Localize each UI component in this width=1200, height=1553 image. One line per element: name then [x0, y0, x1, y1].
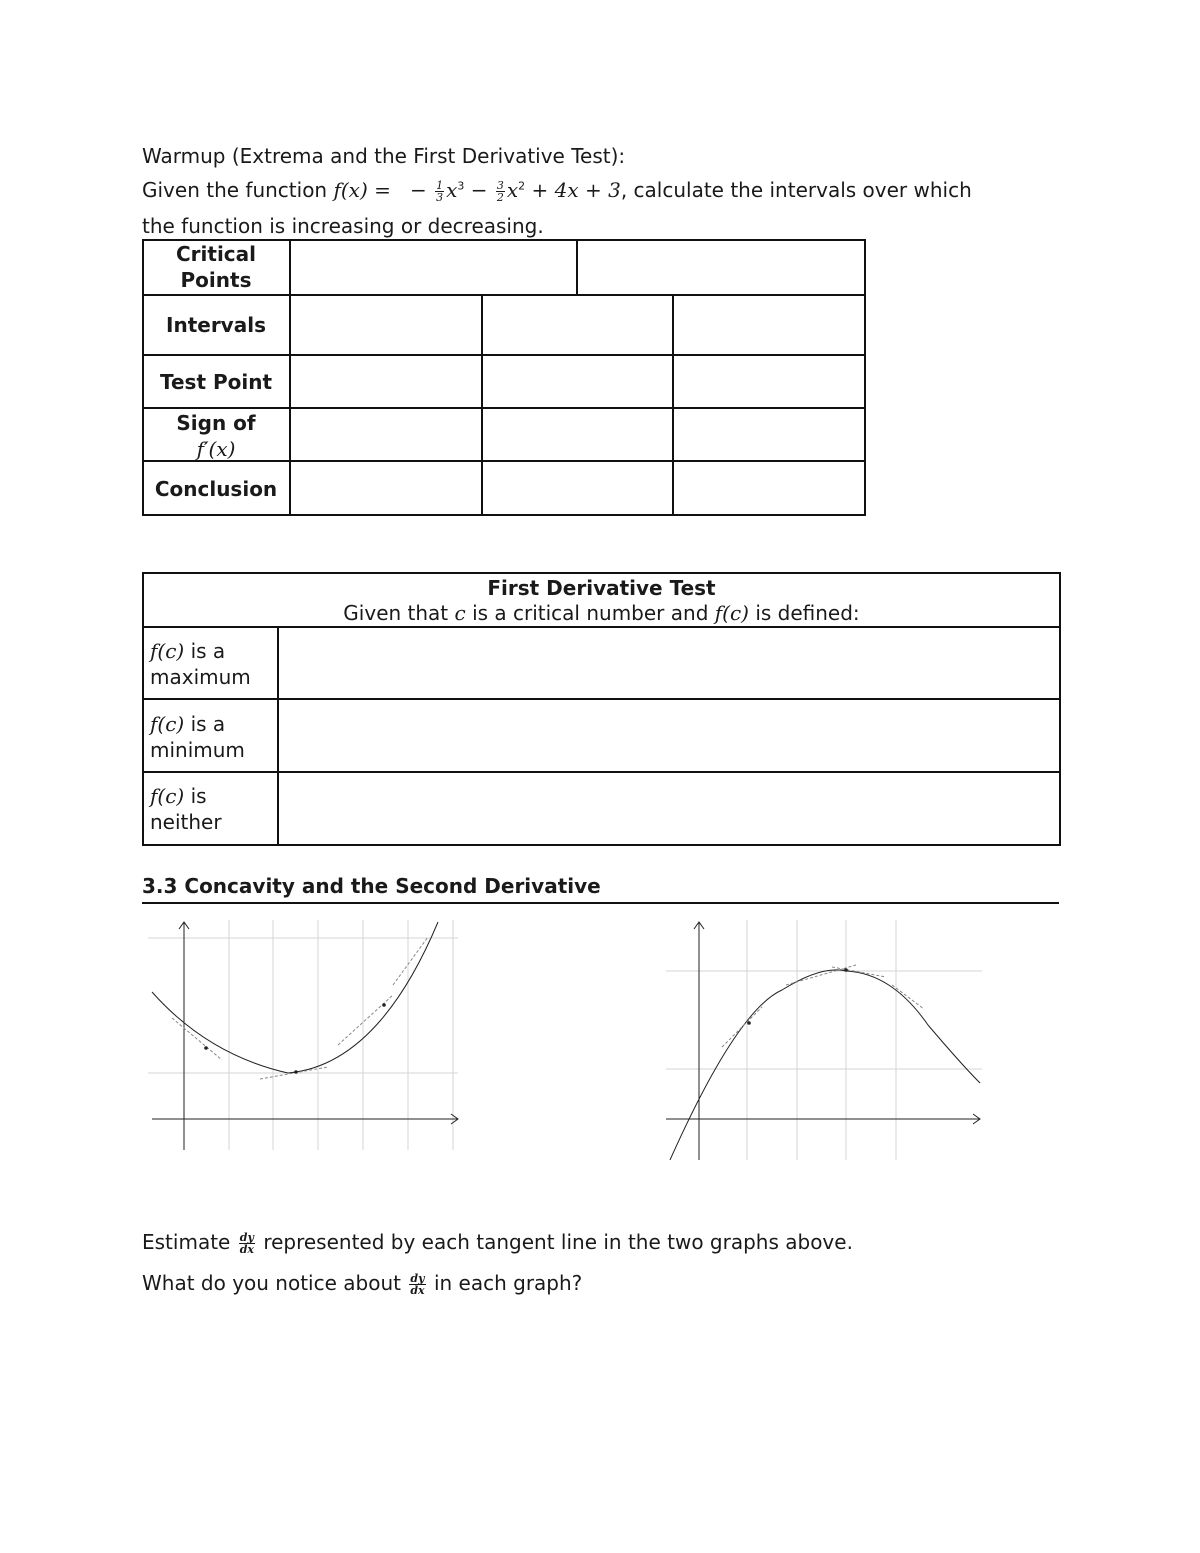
graph-concave-down [662, 915, 987, 1160]
warmup-line-2: the function is increasing or decreasing. [142, 214, 544, 238]
q1-suffix: represented by each tangent line in the two graphs above. [263, 1230, 853, 1254]
graph1-tangent-points [204, 1003, 386, 1074]
graph1-tangent-lines [172, 937, 428, 1079]
term-x-cubed: x [446, 178, 458, 202]
row-label-sign-of-fprime: Sign of f′(x) [176, 411, 256, 461]
fdt-header [142, 576, 1061, 626]
sign-chart-table [142, 239, 866, 516]
q2-suffix: in each graph? [433, 1271, 583, 1295]
function-name: f(x) = [333, 178, 391, 202]
q2-prefix: What do you notice about [142, 1271, 401, 1295]
graph1-curve [152, 922, 438, 1073]
fraction-three-halves: $\frac{3}{2}$ [496, 179, 504, 204]
fdt-subtitle: Given that c is a critical number and f(c) is defined: [343, 601, 860, 625]
row-label-test-point: Test Point [159, 370, 273, 394]
function-rest: + 4x + 3 [531, 178, 621, 202]
row-label-minimum: f(c) is a minimum [150, 712, 245, 762]
warmup-line1-suffix: , calculate the intervals over which [620, 178, 972, 202]
fdt-title: First Derivative Test [487, 576, 716, 600]
graph1-gridlines [148, 920, 458, 1150]
exponent-2: 2 [518, 179, 526, 193]
graph2-axes [666, 922, 980, 1160]
first-derivative-test-table [142, 572, 1061, 846]
section-rule [142, 902, 1059, 904]
question-2 [142, 1271, 582, 1296]
row-label-critical-points: Critical Points [175, 242, 257, 292]
term-x-squared: x [506, 178, 519, 202]
question-1 [142, 1230, 853, 1255]
q1-prefix: Estimate [142, 1230, 231, 1254]
fraction-one-third: $\frac{1}{3}$ [436, 179, 444, 204]
row-label-intervals: Intervals [166, 313, 266, 337]
warmup-title: Warmup (Extrema and the First Derivative Test): [142, 144, 626, 168]
dy-dx-fraction-1: $\frac{dy}{dx}$ [239, 1231, 254, 1256]
warmup-line-1 [142, 178, 972, 203]
graph2-gridlines [666, 920, 982, 1160]
row-label-conclusion: Conclusion [154, 477, 278, 501]
graph2-curve [670, 970, 980, 1160]
section-title: 3.3 Concavity and the Second Derivative [142, 874, 601, 898]
dy-dx-fraction-2: $\frac{dy}{dx}$ [410, 1272, 425, 1297]
minus-sign: − [409, 178, 427, 202]
row-label-maximum: f(c) is a maximum [150, 639, 251, 689]
graph2-tangent-lines [722, 965, 924, 1047]
graph-concave-up [148, 915, 463, 1160]
row-label-neither: f(c) is neither [150, 784, 222, 834]
exponent-3: 3 [457, 179, 465, 193]
graph1-axes [152, 922, 458, 1150]
minus-sign-2: − [470, 178, 488, 202]
warmup-line1-prefix: Given the function [142, 178, 328, 202]
